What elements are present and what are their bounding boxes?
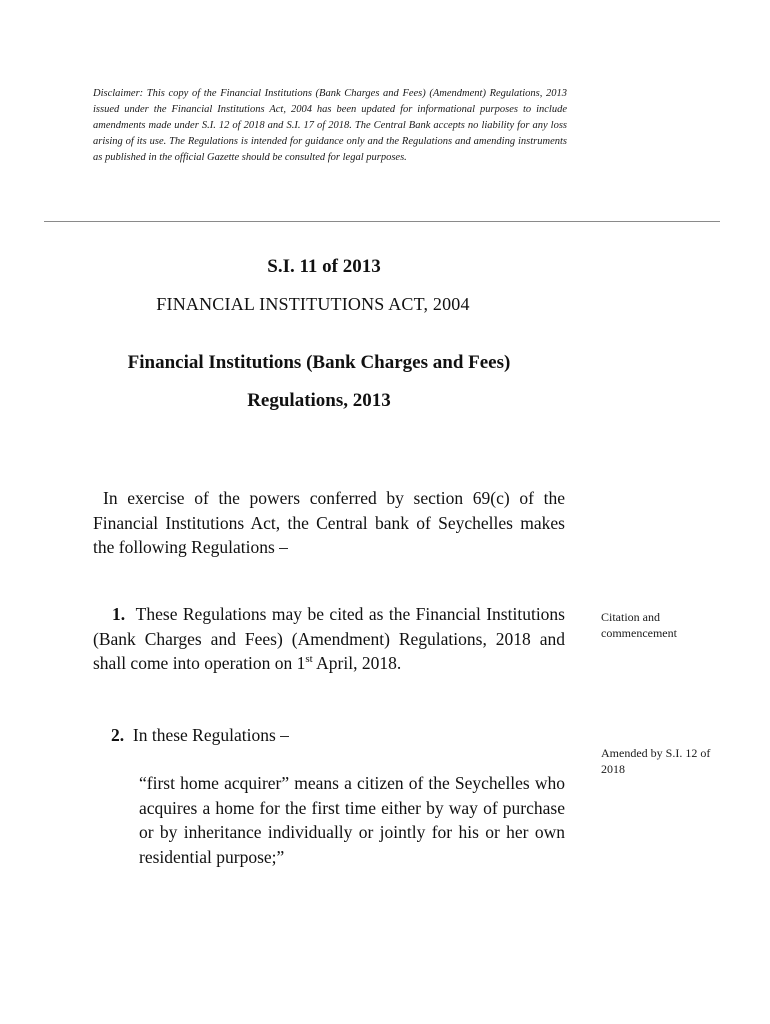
regulation-1-text: These Regulations may be cited as the Financial Institutions (Bank Charges and Fees) (Amendment) Regulations, 2018 and shall come into operation on 1 bbox=[93, 604, 565, 673]
margin-note-citation: Citation and commencement bbox=[601, 610, 677, 640]
regulation-2-heading bbox=[111, 723, 531, 748]
ordinal-suffix: st bbox=[305, 653, 313, 666]
definition-first-home-acquirer: “first home acquirer” means a citizen of the Seychelles who acquires a home for the first time either by way of purchase or by inheritance individually or jointly for his or her own residential purpose;” bbox=[139, 773, 565, 867]
regulations-title-line-2: Regulations, 2013 bbox=[247, 390, 391, 411]
statutory-instrument-number: S.I. 11 of 2013 bbox=[267, 256, 381, 277]
act-name: FINANCIAL INSTITUTIONS ACT, 2004 bbox=[156, 294, 470, 314]
regulation-2-number: 2. bbox=[111, 725, 125, 745]
horizontal-divider bbox=[44, 221, 720, 222]
preamble-paragraph: In exercise of the powers conferred by section 69(c) of the Financial Institutions Act, the Central bank of Seychelles makes the following Regulations – bbox=[93, 488, 565, 557]
disclaimer-text: Disclaimer: This copy of the Financial Institutions (Bank Charges and Fees) (Amendment) Regulations, 2013 issued under the Financial Institutions Act, 2004 has been updated for informational purposes to include amendments made under S.I. 12 of 2018 and S.I. 17 of 2018. The Central Bank accepts no liability for any loss arising of its use. The Regulations is intended for guidance only and the Regulations and amending instruments as published in the official Gazette should be consulted for legal purposes. bbox=[93, 88, 567, 163]
regulation-2-text: In these Regulations – bbox=[132, 725, 289, 745]
margin-note-amended: Amended by S.I. 12 of 2018 bbox=[601, 746, 711, 776]
regulations-title-line-1: Financial Institutions (Bank Charges and Fees) bbox=[127, 352, 511, 373]
regulation-1-paragraph bbox=[93, 602, 565, 676]
regulation-1-text-end: April, 2018. bbox=[312, 653, 402, 673]
regulation-1-number: 1. bbox=[112, 604, 126, 624]
